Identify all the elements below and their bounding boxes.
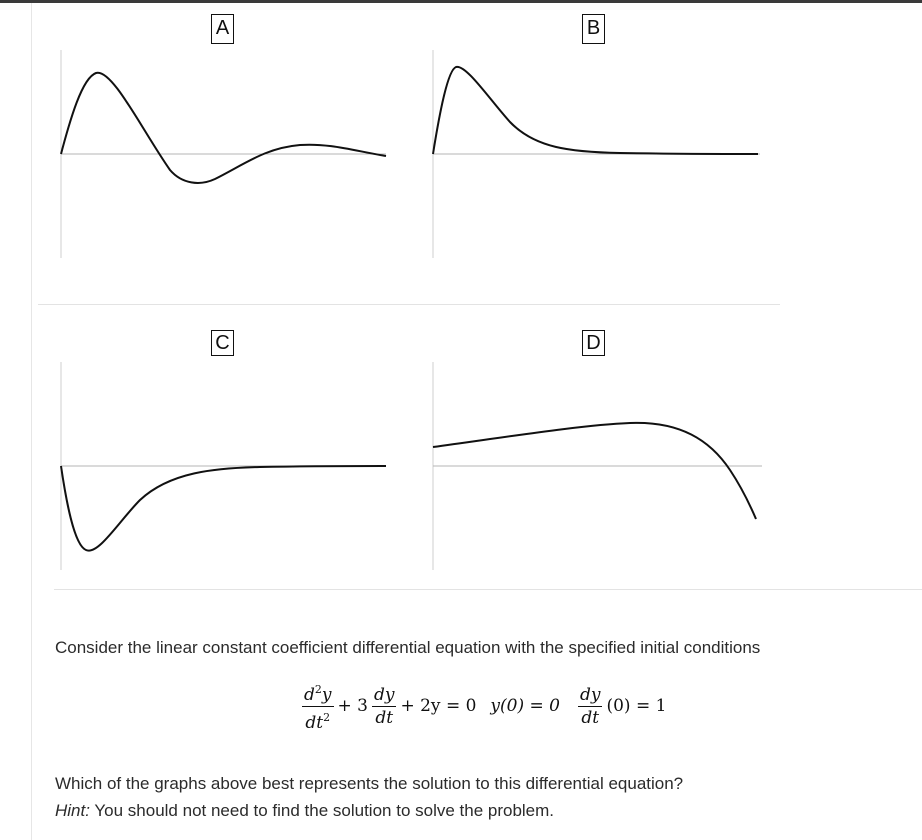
- graph-c-label: C: [211, 330, 234, 356]
- initial-condition-derivative: $\frac{dy}{dt}$: [579, 684, 601, 728]
- graph-d: [433, 362, 762, 570]
- hint-label: Hint:: [55, 801, 90, 820]
- graph-b-label: B: [582, 14, 605, 44]
- graph-b: [433, 50, 760, 258]
- graph-row-divider: [38, 304, 780, 305]
- graph-c-curve: [61, 466, 386, 551]
- hint-text: Hint: You should not need to find the solution to solve the problem.: [55, 801, 555, 820]
- second-derivative-term: $\frac{d^2y}{dt^2}$: [302, 680, 334, 733]
- graph-c: [61, 362, 386, 570]
- question-prompt: Which of the graphs above best represents the solution to this differential equation?: [55, 774, 684, 793]
- graph-d-label: D: [582, 330, 605, 356]
- initial-condition-y: y(0) = 0: [490, 696, 560, 716]
- question-intro: Consider the linear constant coefficient differential equation with the specified initial conditions: [55, 638, 761, 657]
- graph-a: [61, 50, 386, 258]
- graph-d-curve: [433, 423, 756, 519]
- plus-three: + 3: [337, 696, 368, 716]
- initial-condition-derivative-value: (0) = 1: [606, 696, 667, 716]
- equation-rest: + 2y = 0: [400, 696, 477, 716]
- section-divider: [54, 589, 922, 590]
- differential-equation: [298, 680, 666, 732]
- graph-a-label: A: [211, 14, 234, 44]
- first-derivative-term: $\frac{dy}{dt}$: [373, 684, 395, 728]
- graph-b-curve: [433, 67, 758, 154]
- graph-a-curve: [61, 73, 386, 183]
